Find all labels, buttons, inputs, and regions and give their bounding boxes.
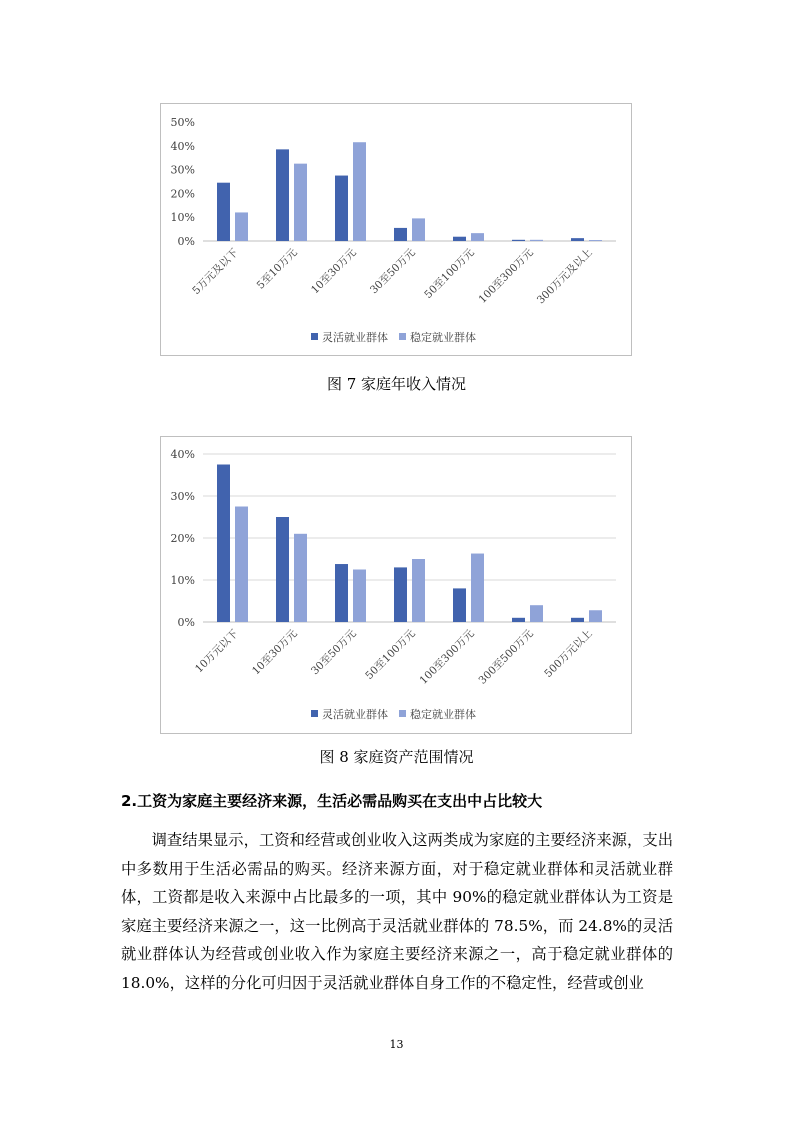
x-tick-label: 100至300万元 [476, 246, 536, 306]
x-tick-label: 30至50万元 [367, 246, 418, 297]
y-tick-label: 30% [170, 490, 195, 503]
body-paragraph: 调查结果显示，工资和经营或创业收入这两类成为家庭的主要经济来源，支出中多数用于生活必需品的购买。经济来源方面，对于稳定就业群体和灵活就业群体，工资都是收入来源中占比最多的一项，其中 90%的稳定就业群体认为工资是家庭主要经济来源之一，这一比例高于灵活就业群体的 78.5%，而 24.8%的灵活就业群体认为经营或创业收入作为家庭主要经济来源之一，高于稳定就业群体的 18.0%，这样的分化可归因于灵活就业群体自身工作的不稳定性，经营或创业 [121, 831, 673, 992]
y-tick-label: 40% [170, 448, 195, 461]
bar-flexible [453, 588, 466, 622]
bar-flexible [217, 465, 230, 623]
bar-stable [294, 164, 307, 241]
legend-swatch [399, 710, 406, 717]
y-tick-label: 10% [170, 211, 195, 225]
bar-stable [294, 534, 307, 622]
bar-stable [353, 570, 366, 623]
legend-swatch [311, 710, 318, 717]
bar-stable [471, 554, 484, 622]
legend-swatch [399, 333, 406, 340]
bar-flexible [512, 618, 525, 622]
figure-8-caption: 图 8 家庭资产范围情况 [319, 748, 474, 766]
bar-stable [412, 559, 425, 622]
x-tick-label: 30至50万元 [308, 627, 359, 678]
y-tick-label: 50% [170, 116, 195, 129]
x-tick-label: 50至100万元 [422, 246, 477, 302]
legend-label: 稳定就业群体 [410, 708, 476, 721]
legend-swatch [311, 333, 318, 340]
bar-stable [353, 142, 366, 241]
y-tick-label: 20% [170, 532, 195, 545]
bar-stable [530, 605, 543, 622]
bar-stable [471, 233, 484, 241]
bar-flexible [571, 618, 584, 622]
chart-family-assets [160, 436, 632, 734]
legend-label: 稳定就业群体 [410, 331, 476, 344]
y-tick-label: 0% [177, 235, 195, 248]
chart-family-income [160, 103, 632, 356]
bar-flexible [571, 238, 584, 241]
x-tick-label: 50至100万元 [363, 627, 418, 683]
y-tick-label: 20% [170, 187, 195, 201]
x-tick-label: 10至30万元 [308, 246, 359, 297]
y-tick-label: 40% [170, 139, 195, 153]
bar-flexible [217, 183, 230, 241]
bar-flexible [453, 237, 466, 241]
bar-flexible [394, 228, 407, 241]
x-tick-label: 5至10万元 [254, 246, 300, 292]
section-heading: 2.工资为家庭主要经济来源，生活必需品购买在支出中占比较大 [121, 792, 543, 810]
legend-label: 灵活就业群体 [322, 331, 388, 344]
bar-flexible [276, 517, 289, 622]
bar-flexible [335, 176, 348, 241]
page-number: 13 [389, 1038, 404, 1051]
bar-flexible [394, 567, 407, 622]
y-tick-label: 30% [170, 163, 195, 177]
x-tick-label: 300至500万元 [476, 627, 536, 687]
chart-family-assets-svg [161, 437, 631, 733]
bar-stable [530, 240, 543, 241]
x-tick-label: 5万元及以下 [190, 246, 241, 297]
bar-flexible [512, 240, 525, 241]
bar-stable [412, 218, 425, 241]
y-tick-label: 0% [177, 616, 195, 629]
bar-stable [235, 212, 248, 241]
x-tick-label: 10至30万元 [249, 627, 300, 678]
x-tick-label: 500万元以上 [542, 627, 595, 680]
x-tick-label: 100至300万元 [417, 627, 477, 687]
x-tick-label: 10万元以下 [192, 627, 241, 676]
legend-label: 灵活就业群体 [322, 708, 388, 721]
y-tick-label: 10% [170, 574, 195, 587]
bar-stable [589, 610, 602, 622]
x-tick-label: 300万元及以上 [534, 246, 595, 307]
bar-flexible [335, 564, 348, 622]
bar-flexible [276, 149, 289, 241]
chart-family-income-svg [161, 104, 631, 355]
bar-stable [235, 507, 248, 623]
bar-stable [589, 240, 602, 241]
figure-7-caption: 图 7 家庭年收入情况 [326, 375, 467, 393]
